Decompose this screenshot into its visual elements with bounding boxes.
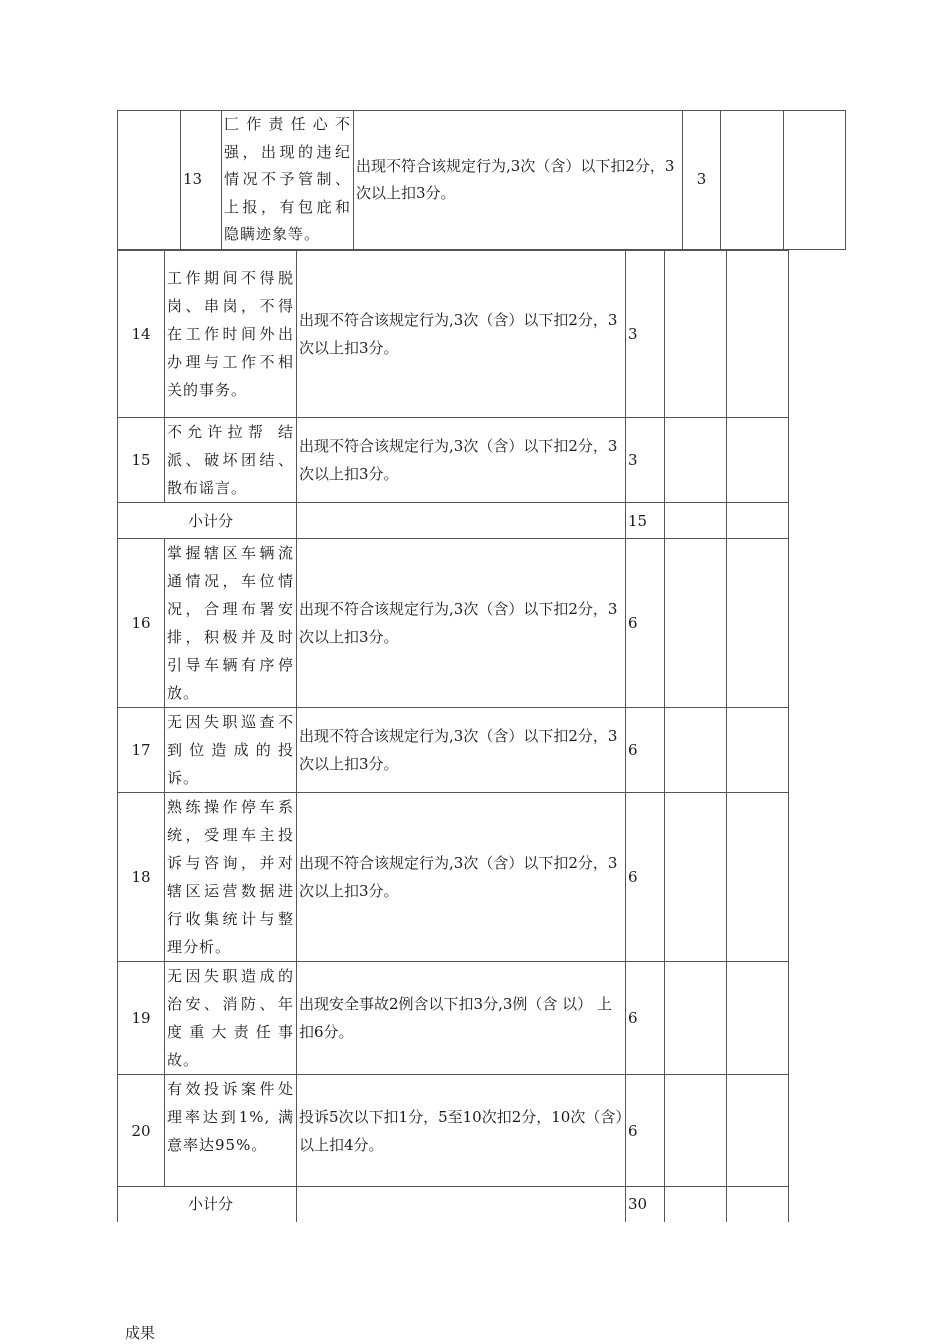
cell-number: 14	[118, 251, 165, 418]
cell-number: 17	[118, 708, 165, 793]
subtotal-score: 15	[626, 503, 665, 539]
cell-rule: 出现不符合该规定行为,3次（含）以下扣2分，3次以上扣3分。	[297, 539, 626, 708]
cell-empty	[665, 1075, 727, 1187]
cell-score: 6	[626, 962, 665, 1075]
cell-empty	[727, 251, 789, 418]
cell-empty	[727, 1187, 789, 1222]
table-row	[118, 793, 789, 962]
table-row	[118, 962, 789, 1075]
cell-empty	[727, 503, 789, 539]
table-row	[118, 251, 789, 418]
cell-empty	[784, 111, 846, 250]
subtotal-row	[118, 503, 789, 539]
cell-empty	[665, 503, 727, 539]
cell-number: 15	[118, 418, 165, 503]
cell-empty	[721, 111, 784, 250]
cell-item: 工作期间不得脱岗、串岗，不得在工作时间外出办理与工作不相关的事务。	[165, 251, 297, 418]
cell-rule: 出现不符合该规定行为,3次（含）以下扣2分，3次以上扣3分。	[297, 793, 626, 962]
cell-empty	[727, 539, 789, 708]
cell-empty	[727, 962, 789, 1075]
table-row	[118, 1075, 789, 1187]
cell-number: 19	[118, 962, 165, 1075]
cell-item: 掌握辖区车辆流通情况，车位情况，合理布署安排，积极并及时引导车辆有序停放。	[165, 539, 297, 708]
cell-score: 3	[626, 251, 665, 418]
cell-score: 6	[626, 793, 665, 962]
footer-text: 成果	[125, 1324, 156, 1342]
subtotal-score: 30	[626, 1187, 665, 1222]
cell-empty	[297, 1187, 626, 1222]
table-row	[118, 418, 789, 503]
cell-score: 3	[626, 418, 665, 503]
cell-score: 6	[626, 708, 665, 793]
cell-item: 无因失职造成的治安、消防、年度重大责任事故。	[165, 962, 297, 1075]
table-part-1	[117, 110, 846, 250]
cell-rule: 出现安全事故2例含以下扣3分,3例（含 以） 上扣6分。	[297, 962, 626, 1075]
table-part-2	[117, 250, 789, 1222]
cell-rule: 出现不符合该规定行为,3次（含）以下扣2分，3次以上扣3分。	[297, 251, 626, 418]
cell-number: 13	[181, 111, 222, 250]
cell-rule: 投诉5次以下扣1分，5至10次扣2分，10次（含）以上扣4分。	[297, 1075, 626, 1187]
cell-empty	[665, 708, 727, 793]
cell-score: 6	[626, 539, 665, 708]
cell-empty	[665, 793, 727, 962]
table-row	[118, 708, 789, 793]
cell-category	[118, 111, 181, 250]
cell-empty	[727, 1075, 789, 1187]
cell-empty	[727, 418, 789, 503]
cell-empty	[665, 962, 727, 1075]
cell-empty	[665, 1187, 727, 1222]
subtotal-row	[118, 1187, 789, 1222]
cell-item: 匚作责任心不强，出现的违纪情况不予管制、上报，有包庇和隐瞒迹象等。	[222, 111, 354, 250]
cell-empty	[727, 793, 789, 962]
cell-item: 不允许拉帮 结派、破坏团结、散布谣言。	[165, 418, 297, 503]
cell-number: 20	[118, 1075, 165, 1187]
subtotal-label: 小计分	[118, 503, 297, 539]
cell-empty	[297, 503, 626, 539]
cell-empty	[727, 708, 789, 793]
cell-rule: 出现不符合该规定行为,3次（含）以下扣2分，3次以上扣3分。	[354, 111, 683, 250]
cell-rule: 出现不符合该规定行为,3次（含）以下扣2分，3次以上扣3分。	[297, 708, 626, 793]
cell-empty	[665, 418, 727, 503]
cell-empty	[665, 539, 727, 708]
cell-item: 熟练操作停车系统，受理车主投诉与咨询，并对辖区运营数据进行收集统计与整理分析。	[165, 793, 297, 962]
cell-number: 18	[118, 793, 165, 962]
cell-empty	[665, 251, 727, 418]
cell-rule: 出现不符合该规定行为,3次（含）以下扣2分，3次以上扣3分。	[297, 418, 626, 503]
table-row	[118, 111, 846, 250]
table-row	[118, 539, 789, 708]
cell-number: 16	[118, 539, 165, 708]
cell-score: 3	[683, 111, 721, 250]
cell-item: 无因失职巡查不到位造成的投诉。	[165, 708, 297, 793]
cell-item: 有效投诉案件处理率达到1%, 满意率达95%。	[165, 1075, 297, 1187]
cell-score: 6	[626, 1075, 665, 1187]
subtotal-label: 小计分	[118, 1187, 297, 1222]
